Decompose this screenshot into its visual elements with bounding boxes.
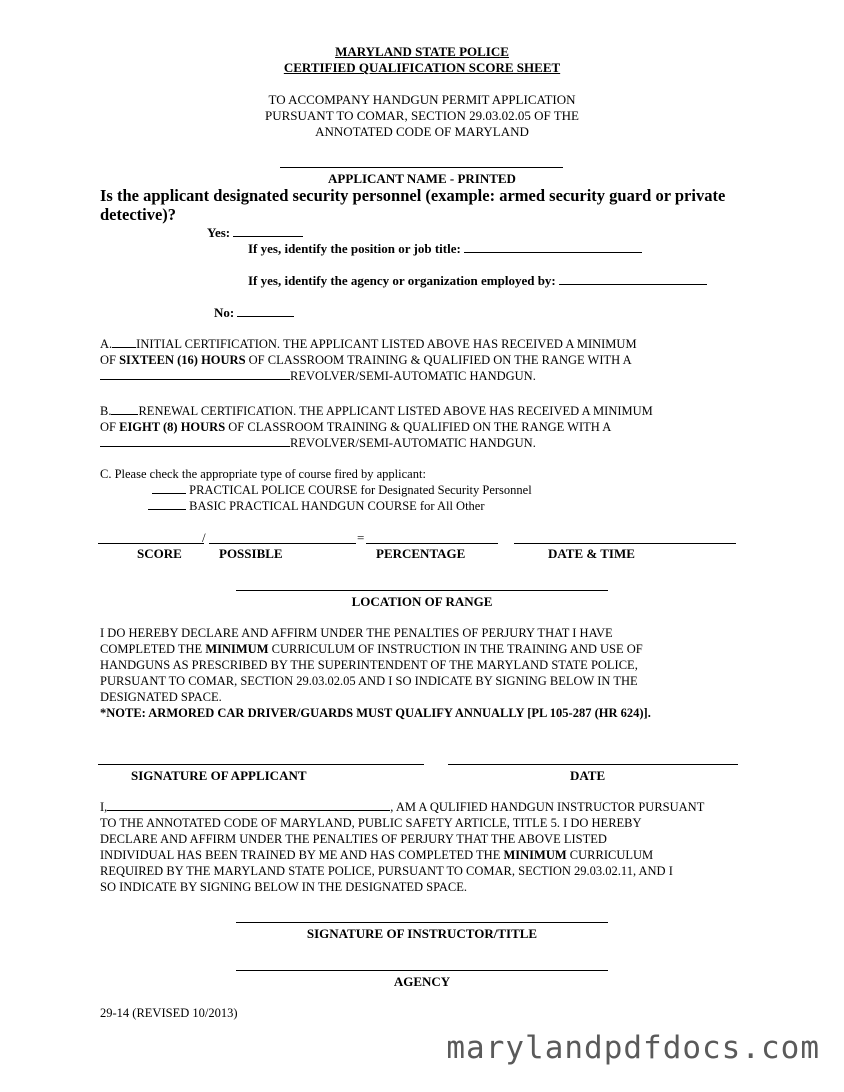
- date-time-label: DATE & TIME: [548, 546, 635, 561]
- section-b-of: OF: [100, 420, 120, 434]
- form-title: MARYLAND STATE POLICE: [335, 44, 509, 59]
- form-subtitle: CERTIFIED QUALIFICATION SCORE SHEET: [283, 60, 561, 75]
- section-a-of: OF: [100, 353, 120, 367]
- instructor-signature-label: SIGNATURE OF INSTRUCTOR/TITLE: [306, 926, 538, 941]
- header-line-1: TO ACCOMPANY HANDGUN PERMIT APPLICATION: [268, 92, 576, 107]
- agency-employed-label: If yes, identify the agency or organization employed by:: [248, 273, 556, 288]
- score-equals: =: [357, 530, 365, 545]
- no-label: No:: [214, 305, 235, 320]
- agency-label: AGENCY: [393, 974, 451, 989]
- section-b-hours: EIGHT (8) HOURS: [119, 420, 226, 434]
- declaration-line-4: PURSUANT TO COMAR, SECTION 29.03.02.05 AND I SO INDICATE BY SIGNING BELOW IN THE: [100, 674, 638, 688]
- section-b-line-2-rest: OF CLASSROOM TRAINING & QUALIFIED ON THE RANGE WITH A: [225, 420, 612, 434]
- possible-field[interactable]: [209, 543, 356, 544]
- possible-label: POSSIBLE: [219, 546, 283, 561]
- section-a-weapon-field[interactable]: [100, 368, 290, 380]
- instructor-line-4-start: INDIVIDUAL HAS BEEN TRAINED BY ME AND HAS COMPLETED THE: [100, 848, 504, 862]
- declaration-line-2: [100, 641, 643, 657]
- header-line-3: ANNOTATED CODE OF MARYLAND: [315, 124, 529, 139]
- yes-label: Yes:: [207, 225, 231, 240]
- section-a-checkbox[interactable]: [112, 336, 136, 348]
- instructor-line-5: REQUIRED BY THE MARYLAND STATE POLICE, PURSUANT TO COMAR, SECTION 29.03.02.11, AND I: [100, 864, 673, 878]
- location-label: LOCATION OF RANGE: [351, 594, 493, 609]
- section-a-line-2-rest: OF CLASSROOM TRAINING & QUALIFIED ON THE RANGE WITH A: [245, 353, 632, 367]
- declaration-line-5: DESIGNATED SPACE.: [100, 690, 222, 704]
- applicant-signature-label: SIGNATURE OF APPLICANT: [131, 768, 307, 783]
- agency-employed-row: [248, 273, 707, 289]
- agency-employed-field[interactable]: [559, 273, 707, 285]
- basic-practical-label: BASIC PRACTICAL HANDGUN COURSE for All Other: [189, 499, 485, 513]
- armored-car-note: *NOTE: ARMORED CAR DRIVER/GUARDS MUST QUALIFY ANNUALLY [PL 105-287 (HR 624)].: [100, 706, 651, 720]
- applicant-name-field[interactable]: [280, 167, 563, 168]
- section-b-line-1: [100, 403, 653, 419]
- instructor-i: I,: [100, 800, 108, 814]
- section-b-line-3: [100, 435, 536, 451]
- instructor-line-1-rest: , AM A QULIFIED HANDGUN INSTRUCTOR PURSUANT: [390, 800, 705, 814]
- section-a-prefix: A.: [100, 337, 113, 351]
- no-option: [214, 305, 294, 321]
- course-option-basic-practical: [148, 498, 485, 514]
- instructor-line-6: SO INDICATE BY SIGNING BELOW IN THE DESIGNATED SPACE.: [100, 880, 468, 894]
- section-b-prefix: B.: [100, 404, 112, 418]
- applicant-date-label: DATE: [570, 768, 606, 783]
- basic-practical-checkbox[interactable]: [148, 498, 186, 510]
- yes-field[interactable]: [233, 225, 303, 237]
- declaration-line-1: I DO HEREBY DECLARE AND AFFIRM UNDER THE PENALTIES OF PERJURY THAT I HAVE: [100, 626, 613, 640]
- instructor-line-2: TO THE ANNOTATED CODE OF MARYLAND, PUBLIC SAFETY ARTICLE, TITLE 5. I DO HEREBY: [100, 816, 642, 830]
- date-time-field[interactable]: [514, 543, 736, 544]
- course-option-practical-police: [152, 482, 532, 498]
- section-a-text: INITIAL CERTIFICATION. THE APPLICANT LISTED ABOVE HAS RECEIVED A MINIMUM: [136, 337, 637, 351]
- percentage-field[interactable]: [366, 543, 498, 544]
- instructor-signature-field[interactable]: [236, 922, 608, 923]
- section-a-weapon-type: REVOLVER/SEMI-AUTOMATIC HANDGUN.: [290, 369, 536, 383]
- position-row: [248, 241, 642, 257]
- instructor-line-4: [100, 847, 653, 863]
- site-watermark: marylandpdfdocs.com: [446, 1030, 820, 1066]
- declaration-minimum: MINIMUM: [205, 642, 269, 656]
- security-question: Is the applicant designated security personnel (example: armed security guard or private detective)?: [100, 186, 726, 224]
- section-a-hours: SIXTEEN (16) HOURS: [119, 353, 246, 367]
- declaration-line-2-start: COMPLETED THE: [100, 642, 206, 656]
- yes-option: [207, 225, 303, 241]
- instructor-line-1: [100, 799, 704, 815]
- section-a-line-2: [100, 352, 632, 368]
- instructor-line-3: DECLARE AND AFFIRM UNDER THE PENALTIES OF PERJURY THAT THE ABOVE LISTED: [100, 832, 607, 846]
- instructor-minimum: MINIMUM: [503, 848, 567, 862]
- score-label: SCORE: [137, 546, 182, 561]
- section-a-line-1: [100, 336, 637, 352]
- location-field[interactable]: [236, 590, 608, 591]
- section-a-line-3: [100, 368, 536, 384]
- score-slash: /: [202, 530, 206, 545]
- section-b-checkbox[interactable]: [111, 403, 138, 415]
- practical-police-checkbox[interactable]: [152, 482, 186, 494]
- section-b-line-2: [100, 419, 611, 435]
- no-field[interactable]: [237, 305, 294, 317]
- declaration-line-2-end: CURRICULUM OF INSTRUCTION IN THE TRAINING AND USE OF: [268, 642, 643, 656]
- score-field[interactable]: [98, 543, 204, 544]
- instructor-line-4-end: CURRICULUM: [566, 848, 654, 862]
- applicant-name-label: APPLICANT NAME - PRINTED: [328, 171, 516, 186]
- position-field[interactable]: [464, 241, 642, 253]
- section-c-intro: C. Please check the appropriate type of course fired by applicant:: [100, 467, 426, 481]
- form-number: 29-14 (REVISED 10/2013): [100, 1006, 238, 1020]
- percentage-label: PERCENTAGE: [376, 546, 466, 561]
- applicant-signature-field[interactable]: [98, 764, 424, 765]
- section-b-text: RENEWAL CERTIFICATION. THE APPLICANT LISTED ABOVE HAS RECEIVED A MINIMUM: [138, 404, 653, 418]
- instructor-name-field[interactable]: [107, 799, 390, 811]
- declaration-line-3: HANDGUNS AS PRESCRIBED BY THE SUPERINTENDENT OF THE MARYLAND STATE POLICE,: [100, 658, 638, 672]
- section-b-weapon-field[interactable]: [100, 435, 290, 447]
- header-line-2: PURSUANT TO COMAR, SECTION 29.03.02.05 OF THE: [265, 108, 579, 123]
- agency-field[interactable]: [236, 970, 608, 971]
- practical-police-label: PRACTICAL POLICE COURSE for Designated Security Personnel: [189, 483, 532, 497]
- section-b-weapon-type: REVOLVER/SEMI-AUTOMATIC HANDGUN.: [290, 436, 536, 450]
- applicant-date-field[interactable]: [448, 764, 738, 765]
- position-label: If yes, identify the position or job title:: [248, 241, 461, 256]
